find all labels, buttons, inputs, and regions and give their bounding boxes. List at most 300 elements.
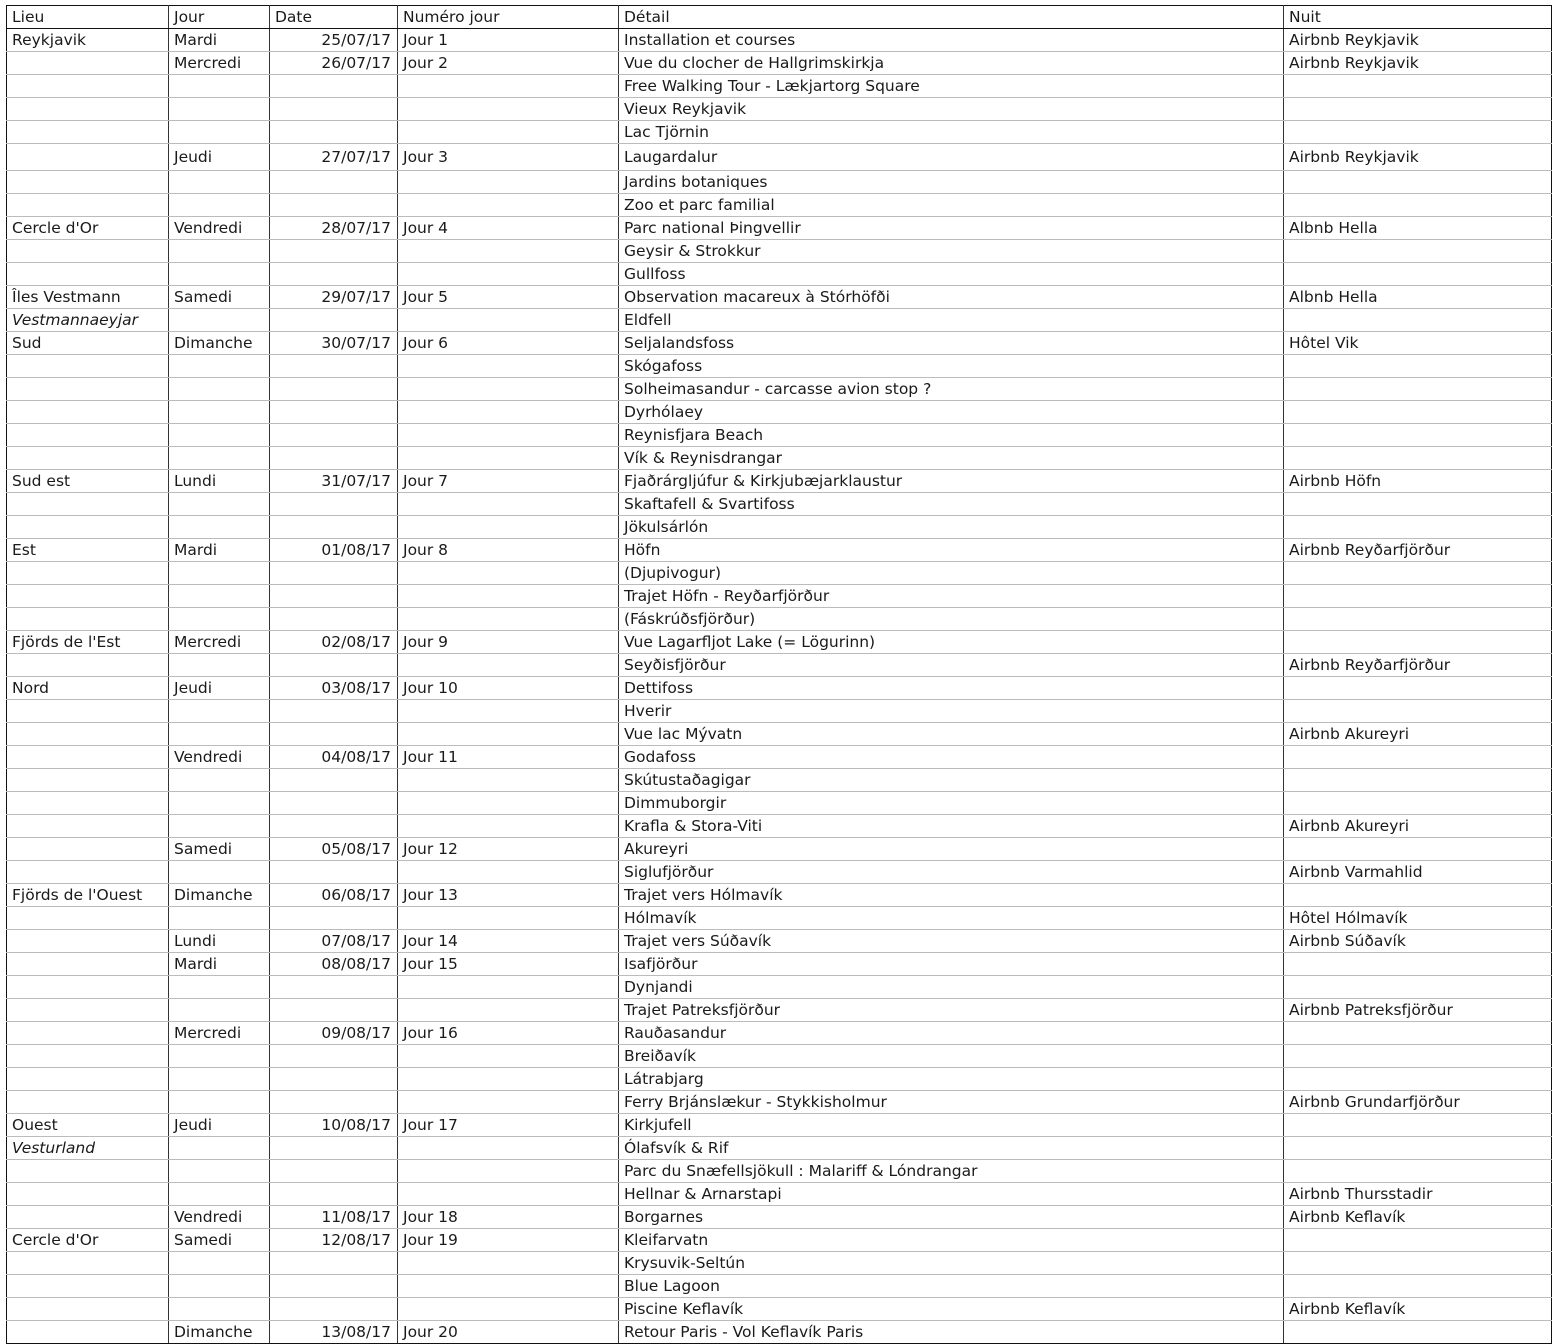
cell-nuit[interactable] [1284,355,1552,378]
cell-numero-jour[interactable] [398,1045,619,1068]
cell-detail[interactable]: Hólmavík [619,907,1284,930]
cell-numero-jour[interactable]: Jour 14 [398,930,619,953]
cell-lieu[interactable] [7,516,169,539]
cell-numero-jour[interactable]: Jour 10 [398,677,619,700]
cell-detail[interactable]: Trajet vers Súðavík [619,930,1284,953]
cell-jour[interactable] [169,493,270,516]
cell-nuit[interactable] [1284,1252,1552,1275]
cell-date[interactable]: 02/08/17 [270,631,398,654]
cell-date[interactable] [270,1137,398,1160]
cell-detail[interactable]: Blue Lagoon [619,1275,1284,1298]
cell-numero-jour[interactable]: Jour 9 [398,631,619,654]
cell-nuit[interactable]: Airbnb Reyðarfjörður [1284,539,1552,562]
cell-numero-jour[interactable] [398,769,619,792]
cell-detail[interactable]: Dyrhólaey [619,401,1284,424]
cell-jour[interactable] [169,309,270,332]
cell-date[interactable] [270,447,398,470]
cell-numero-jour[interactable] [398,815,619,838]
cell-date[interactable] [270,1091,398,1114]
cell-nuit[interactable] [1284,1275,1552,1298]
cell-jour[interactable] [169,424,270,447]
cell-date[interactable] [270,516,398,539]
cell-nuit[interactable] [1284,838,1552,861]
cell-jour[interactable] [169,240,270,263]
cell-date[interactable] [270,815,398,838]
cell-nuit[interactable] [1284,424,1552,447]
cell-date[interactable] [270,654,398,677]
cell-jour[interactable] [169,1275,270,1298]
cell-date[interactable] [270,976,398,999]
cell-jour[interactable]: Vendredi [169,217,270,240]
cell-jour[interactable] [169,1298,270,1321]
cell-nuit[interactable] [1284,240,1552,263]
cell-detail[interactable]: Kirkjufell [619,1114,1284,1137]
cell-lieu[interactable] [7,1160,169,1183]
cell-lieu[interactable]: Sud [7,332,169,355]
cell-lieu[interactable]: Fjörds de l'Ouest [7,884,169,907]
cell-date[interactable] [270,723,398,746]
cell-jour[interactable]: Jeudi [169,677,270,700]
cell-jour[interactable]: Dimanche [169,884,270,907]
cell-jour[interactable] [169,700,270,723]
cell-detail[interactable]: Gullfoss [619,263,1284,286]
header-detail[interactable]: Détail [619,6,1284,29]
cell-date[interactable] [270,75,398,98]
cell-jour[interactable] [169,194,270,217]
cell-date[interactable]: 12/08/17 [270,1229,398,1252]
cell-jour[interactable]: Samedi [169,838,270,861]
cell-numero-jour[interactable]: Jour 5 [398,286,619,309]
cell-numero-jour[interactable]: Jour 18 [398,1206,619,1229]
cell-numero-jour[interactable] [398,654,619,677]
cell-jour[interactable] [169,907,270,930]
cell-jour[interactable] [169,401,270,424]
cell-lieu[interactable] [7,240,169,263]
cell-detail[interactable]: Ferry Brjánslækur - Stykkisholmur [619,1091,1284,1114]
cell-lieu[interactable] [7,1275,169,1298]
cell-jour[interactable] [169,654,270,677]
cell-lieu[interactable]: Reykjavik [7,29,169,52]
cell-date[interactable] [270,401,398,424]
cell-detail[interactable]: Seljalandsfoss [619,332,1284,355]
cell-date[interactable]: 04/08/17 [270,746,398,769]
cell-numero-jour[interactable]: Jour 16 [398,1022,619,1045]
cell-jour[interactable] [169,98,270,121]
cell-detail[interactable]: Krysuvik-Seltún [619,1252,1284,1275]
cell-jour[interactable]: Dimanche [169,332,270,355]
cell-detail[interactable]: Siglufjörður [619,861,1284,884]
cell-date[interactable] [270,240,398,263]
cell-jour[interactable] [169,562,270,585]
cell-nuit[interactable] [1284,1045,1552,1068]
cell-date[interactable] [270,999,398,1022]
cell-jour[interactable] [169,861,270,884]
cell-numero-jour[interactable]: Jour 4 [398,217,619,240]
cell-nuit[interactable]: Airbnb Akureyri [1284,815,1552,838]
cell-nuit[interactable]: Hôtel Hólmavík [1284,907,1552,930]
cell-lieu[interactable] [7,75,169,98]
cell-nuit[interactable] [1284,121,1552,144]
cell-date[interactable] [270,1068,398,1091]
cell-lieu[interactable] [7,1252,169,1275]
cell-nuit[interactable]: Airbnb Patreksfjörður [1284,999,1552,1022]
cell-numero-jour[interactable] [398,493,619,516]
cell-numero-jour[interactable] [398,378,619,401]
cell-nuit[interactable]: Airbnb Reykjavik [1284,52,1552,75]
cell-numero-jour[interactable] [398,861,619,884]
cell-numero-jour[interactable] [398,1137,619,1160]
cell-lieu[interactable] [7,171,169,194]
cell-lieu[interactable] [7,52,169,75]
cell-lieu[interactable] [7,700,169,723]
cell-date[interactable] [270,562,398,585]
cell-detail[interactable]: Laugardalur [619,144,1284,171]
cell-detail[interactable]: Jökulsárlón [619,516,1284,539]
cell-numero-jour[interactable]: Jour 6 [398,332,619,355]
cell-numero-jour[interactable]: Jour 3 [398,144,619,171]
cell-date[interactable] [270,424,398,447]
cell-jour[interactable]: Lundi [169,930,270,953]
cell-numero-jour[interactable]: Jour 20 [398,1321,619,1344]
cell-lieu[interactable] [7,424,169,447]
cell-detail[interactable]: Parc du Snæfellsjökull : Malariff & Lóndrangar [619,1160,1284,1183]
cell-lieu[interactable] [7,1022,169,1045]
cell-lieu[interactable] [7,585,169,608]
cell-numero-jour[interactable] [398,75,619,98]
cell-date[interactable] [270,493,398,516]
cell-detail[interactable]: Vue du clocher de Hallgrimskirkja [619,52,1284,75]
cell-lieu[interactable]: Est [7,539,169,562]
cell-jour[interactable]: Samedi [169,286,270,309]
cell-jour[interactable] [169,516,270,539]
cell-nuit[interactable]: Airbnb Höfn [1284,470,1552,493]
cell-lieu[interactable] [7,355,169,378]
cell-lieu[interactable] [7,608,169,631]
cell-date[interactable]: 27/07/17 [270,144,398,171]
cell-lieu[interactable] [7,654,169,677]
cell-nuit[interactable] [1284,769,1552,792]
cell-numero-jour[interactable]: Jour 1 [398,29,619,52]
cell-date[interactable]: 09/08/17 [270,1022,398,1045]
cell-jour[interactable]: Mardi [169,953,270,976]
cell-date[interactable] [270,907,398,930]
header-date[interactable]: Date [270,6,398,29]
cell-date[interactable] [270,1183,398,1206]
cell-jour[interactable] [169,769,270,792]
cell-lieu[interactable] [7,1068,169,1091]
cell-jour[interactable] [169,815,270,838]
cell-detail[interactable]: Vue lac Mývatn [619,723,1284,746]
cell-lieu[interactable]: Vestmannaeyjar [7,309,169,332]
cell-lieu[interactable] [7,723,169,746]
cell-detail[interactable]: Vue Lagarfljot Lake (= Lögurinn) [619,631,1284,654]
cell-detail[interactable]: Trajet Höfn - Reyðarfjörður [619,585,1284,608]
cell-jour[interactable] [169,1068,270,1091]
cell-jour[interactable]: Lundi [169,470,270,493]
cell-nuit[interactable] [1284,677,1552,700]
cell-jour[interactable]: Dimanche [169,1321,270,1344]
cell-lieu[interactable]: Ouest [7,1114,169,1137]
cell-date[interactable]: 08/08/17 [270,953,398,976]
cell-lieu[interactable]: Îles Vestmann [7,286,169,309]
cell-date[interactable] [270,194,398,217]
cell-jour[interactable]: Jeudi [169,1114,270,1137]
cell-numero-jour[interactable]: Jour 13 [398,884,619,907]
cell-jour[interactable]: Samedi [169,1229,270,1252]
cell-lieu[interactable] [7,1183,169,1206]
cell-lieu[interactable] [7,194,169,217]
cell-numero-jour[interactable] [398,562,619,585]
cell-nuit[interactable]: Albnb Hella [1284,286,1552,309]
cell-jour[interactable]: Mercredi [169,52,270,75]
cell-jour[interactable] [169,378,270,401]
cell-jour[interactable] [169,171,270,194]
cell-nuit[interactable] [1284,1137,1552,1160]
cell-numero-jour[interactable]: Jour 11 [398,746,619,769]
cell-jour[interactable]: Jeudi [169,144,270,171]
cell-jour[interactable] [169,355,270,378]
cell-nuit[interactable]: Airbnb Akureyri [1284,723,1552,746]
cell-nuit[interactable]: Airbnb Thursstadir [1284,1183,1552,1206]
cell-jour[interactable]: Vendredi [169,1206,270,1229]
cell-detail[interactable]: Akureyri [619,838,1284,861]
cell-numero-jour[interactable] [398,98,619,121]
cell-lieu[interactable] [7,769,169,792]
cell-lieu[interactable] [7,401,169,424]
cell-nuit[interactable]: Airbnb Keflavík [1284,1298,1552,1321]
cell-detail[interactable]: (Fáskrúðsfjörður) [619,608,1284,631]
cell-jour[interactable] [169,1045,270,1068]
cell-date[interactable]: 07/08/17 [270,930,398,953]
cell-lieu[interactable] [7,562,169,585]
cell-nuit[interactable] [1284,447,1552,470]
cell-date[interactable]: 31/07/17 [270,470,398,493]
cell-nuit[interactable]: Airbnb Reykjavik [1284,29,1552,52]
cell-numero-jour[interactable] [398,1275,619,1298]
cell-lieu[interactable] [7,838,169,861]
cell-nuit[interactable] [1284,309,1552,332]
cell-lieu[interactable] [7,378,169,401]
cell-detail[interactable]: Ólafsvík & Rif [619,1137,1284,1160]
cell-numero-jour[interactable] [398,447,619,470]
cell-numero-jour[interactable] [398,424,619,447]
cell-detail[interactable]: Trajet vers Hólmavík [619,884,1284,907]
cell-jour[interactable] [169,263,270,286]
cell-nuit[interactable] [1284,75,1552,98]
cell-numero-jour[interactable] [398,608,619,631]
cell-detail[interactable]: Vík & Reynisdrangar [619,447,1284,470]
cell-numero-jour[interactable] [398,1068,619,1091]
cell-nuit[interactable] [1284,194,1552,217]
cell-lieu[interactable] [7,1091,169,1114]
cell-nuit[interactable] [1284,1068,1552,1091]
cell-detail[interactable]: Dettifoss [619,677,1284,700]
cell-nuit[interactable]: Airbnb Reykjavik [1284,144,1552,171]
cell-numero-jour[interactable] [398,585,619,608]
cell-detail[interactable]: Fjaðrárgljúfur & Kirkjubæjarklaustur [619,470,1284,493]
cell-detail[interactable]: Kleifarvatn [619,1229,1284,1252]
cell-lieu[interactable] [7,861,169,884]
cell-numero-jour[interactable] [398,240,619,263]
cell-detail[interactable]: Skútustaðagigar [619,769,1284,792]
cell-detail[interactable]: Seyðisfjörður [619,654,1284,677]
cell-lieu[interactable] [7,144,169,171]
cell-detail[interactable]: Lac Tjörnin [619,121,1284,144]
cell-detail[interactable]: Installation et courses [619,29,1284,52]
cell-date[interactable]: 25/07/17 [270,29,398,52]
cell-numero-jour[interactable] [398,1252,619,1275]
cell-nuit[interactable]: Hôtel Vik [1284,332,1552,355]
cell-date[interactable] [270,1252,398,1275]
cell-jour[interactable] [169,723,270,746]
cell-date[interactable] [270,792,398,815]
cell-date[interactable]: 29/07/17 [270,286,398,309]
cell-detail[interactable]: Skógafoss [619,355,1284,378]
cell-jour[interactable] [169,75,270,98]
cell-date[interactable] [270,263,398,286]
cell-detail[interactable]: Godafoss [619,746,1284,769]
cell-date[interactable]: 26/07/17 [270,52,398,75]
cell-date[interactable] [270,861,398,884]
cell-nuit[interactable] [1284,1160,1552,1183]
cell-nuit[interactable] [1284,516,1552,539]
cell-detail[interactable]: Zoo et parc familial [619,194,1284,217]
cell-nuit[interactable] [1284,792,1552,815]
cell-numero-jour[interactable]: Jour 19 [398,1229,619,1252]
cell-detail[interactable]: Jardins botaniques [619,171,1284,194]
cell-lieu[interactable] [7,493,169,516]
cell-lieu[interactable]: Fjörds de l'Est [7,631,169,654]
cell-numero-jour[interactable] [398,309,619,332]
cell-jour[interactable] [169,1091,270,1114]
cell-lieu[interactable] [7,907,169,930]
cell-detail[interactable]: Borgarnes [619,1206,1284,1229]
cell-date[interactable]: 13/08/17 [270,1321,398,1344]
cell-numero-jour[interactable] [398,516,619,539]
cell-numero-jour[interactable] [398,1183,619,1206]
cell-numero-jour[interactable]: Jour 8 [398,539,619,562]
cell-nuit[interactable]: Albnb Hella [1284,217,1552,240]
cell-lieu[interactable] [7,447,169,470]
cell-lieu[interactable] [7,815,169,838]
cell-lieu[interactable]: Cercle d'Or [7,1229,169,1252]
cell-nuit[interactable] [1284,263,1552,286]
cell-jour[interactable] [169,792,270,815]
cell-lieu[interactable] [7,999,169,1022]
cell-nuit[interactable] [1284,608,1552,631]
cell-numero-jour[interactable] [398,401,619,424]
cell-lieu[interactable]: Vesturland [7,1137,169,1160]
cell-date[interactable] [270,171,398,194]
cell-detail[interactable]: Piscine Keflavík [619,1298,1284,1321]
cell-detail[interactable]: Breiðavík [619,1045,1284,1068]
cell-lieu[interactable]: Nord [7,677,169,700]
cell-detail[interactable]: Látrabjarg [619,1068,1284,1091]
cell-date[interactable]: 03/08/17 [270,677,398,700]
cell-date[interactable] [270,769,398,792]
cell-jour[interactable] [169,1160,270,1183]
cell-date[interactable] [270,1045,398,1068]
cell-nuit[interactable]: Airbnb Grundarfjörður [1284,1091,1552,1114]
cell-numero-jour[interactable]: Jour 7 [398,470,619,493]
cell-nuit[interactable] [1284,171,1552,194]
cell-detail[interactable]: Hverir [619,700,1284,723]
cell-numero-jour[interactable] [398,700,619,723]
cell-numero-jour[interactable] [398,194,619,217]
cell-date[interactable] [270,1275,398,1298]
cell-date[interactable]: 01/08/17 [270,539,398,562]
cell-numero-jour[interactable] [398,1091,619,1114]
cell-numero-jour[interactable]: Jour 15 [398,953,619,976]
cell-nuit[interactable] [1284,493,1552,516]
cell-jour[interactable] [169,1137,270,1160]
cell-lieu[interactable] [7,263,169,286]
cell-jour[interactable] [169,1183,270,1206]
cell-nuit[interactable] [1284,562,1552,585]
cell-detail[interactable]: Retour Paris - Vol Keflavík Paris [619,1321,1284,1344]
header-numero-jour[interactable]: Numéro jour [398,6,619,29]
cell-date[interactable]: 05/08/17 [270,838,398,861]
cell-numero-jour[interactable]: Jour 2 [398,52,619,75]
cell-nuit[interactable] [1284,585,1552,608]
cell-nuit[interactable] [1284,1022,1552,1045]
cell-date[interactable] [270,98,398,121]
cell-nuit[interactable] [1284,401,1552,424]
cell-lieu[interactable] [7,746,169,769]
cell-jour[interactable] [169,585,270,608]
cell-jour[interactable]: Mercredi [169,1022,270,1045]
header-lieu[interactable]: Lieu [7,6,169,29]
cell-detail[interactable]: Höfn [619,539,1284,562]
cell-jour[interactable] [169,608,270,631]
cell-nuit[interactable] [1284,953,1552,976]
cell-detail[interactable]: Dynjandi [619,976,1284,999]
cell-nuit[interactable] [1284,976,1552,999]
cell-jour[interactable] [169,121,270,144]
cell-date[interactable] [270,1298,398,1321]
cell-jour[interactable] [169,976,270,999]
cell-jour[interactable]: Mardi [169,29,270,52]
cell-detail[interactable]: Isafjörður [619,953,1284,976]
cell-jour[interactable] [169,999,270,1022]
cell-detail[interactable]: Observation macareux à Stórhöfði [619,286,1284,309]
cell-numero-jour[interactable] [398,976,619,999]
cell-lieu[interactable] [7,121,169,144]
cell-lieu[interactable] [7,1298,169,1321]
cell-jour[interactable]: Vendredi [169,746,270,769]
cell-nuit[interactable] [1284,1229,1552,1252]
cell-nuit[interactable]: Airbnb Reyðarfjörður [1284,654,1552,677]
cell-nuit[interactable] [1284,631,1552,654]
cell-lieu[interactable] [7,98,169,121]
cell-jour[interactable] [169,1252,270,1275]
cell-date[interactable] [270,1160,398,1183]
cell-detail[interactable]: Solheimasandur - carcasse avion stop ? [619,378,1284,401]
cell-date[interactable]: 10/08/17 [270,1114,398,1137]
cell-lieu[interactable] [7,953,169,976]
cell-numero-jour[interactable] [398,121,619,144]
cell-nuit[interactable]: Airbnb Súðavík [1284,930,1552,953]
cell-lieu[interactable]: Cercle d'Or [7,217,169,240]
cell-detail[interactable]: Geysir & Strokkur [619,240,1284,263]
cell-numero-jour[interactable] [398,1298,619,1321]
cell-date[interactable]: 28/07/17 [270,217,398,240]
cell-date[interactable]: 30/07/17 [270,332,398,355]
cell-numero-jour[interactable] [398,355,619,378]
cell-numero-jour[interactable] [398,999,619,1022]
cell-lieu[interactable] [7,1321,169,1344]
cell-nuit[interactable] [1284,746,1552,769]
